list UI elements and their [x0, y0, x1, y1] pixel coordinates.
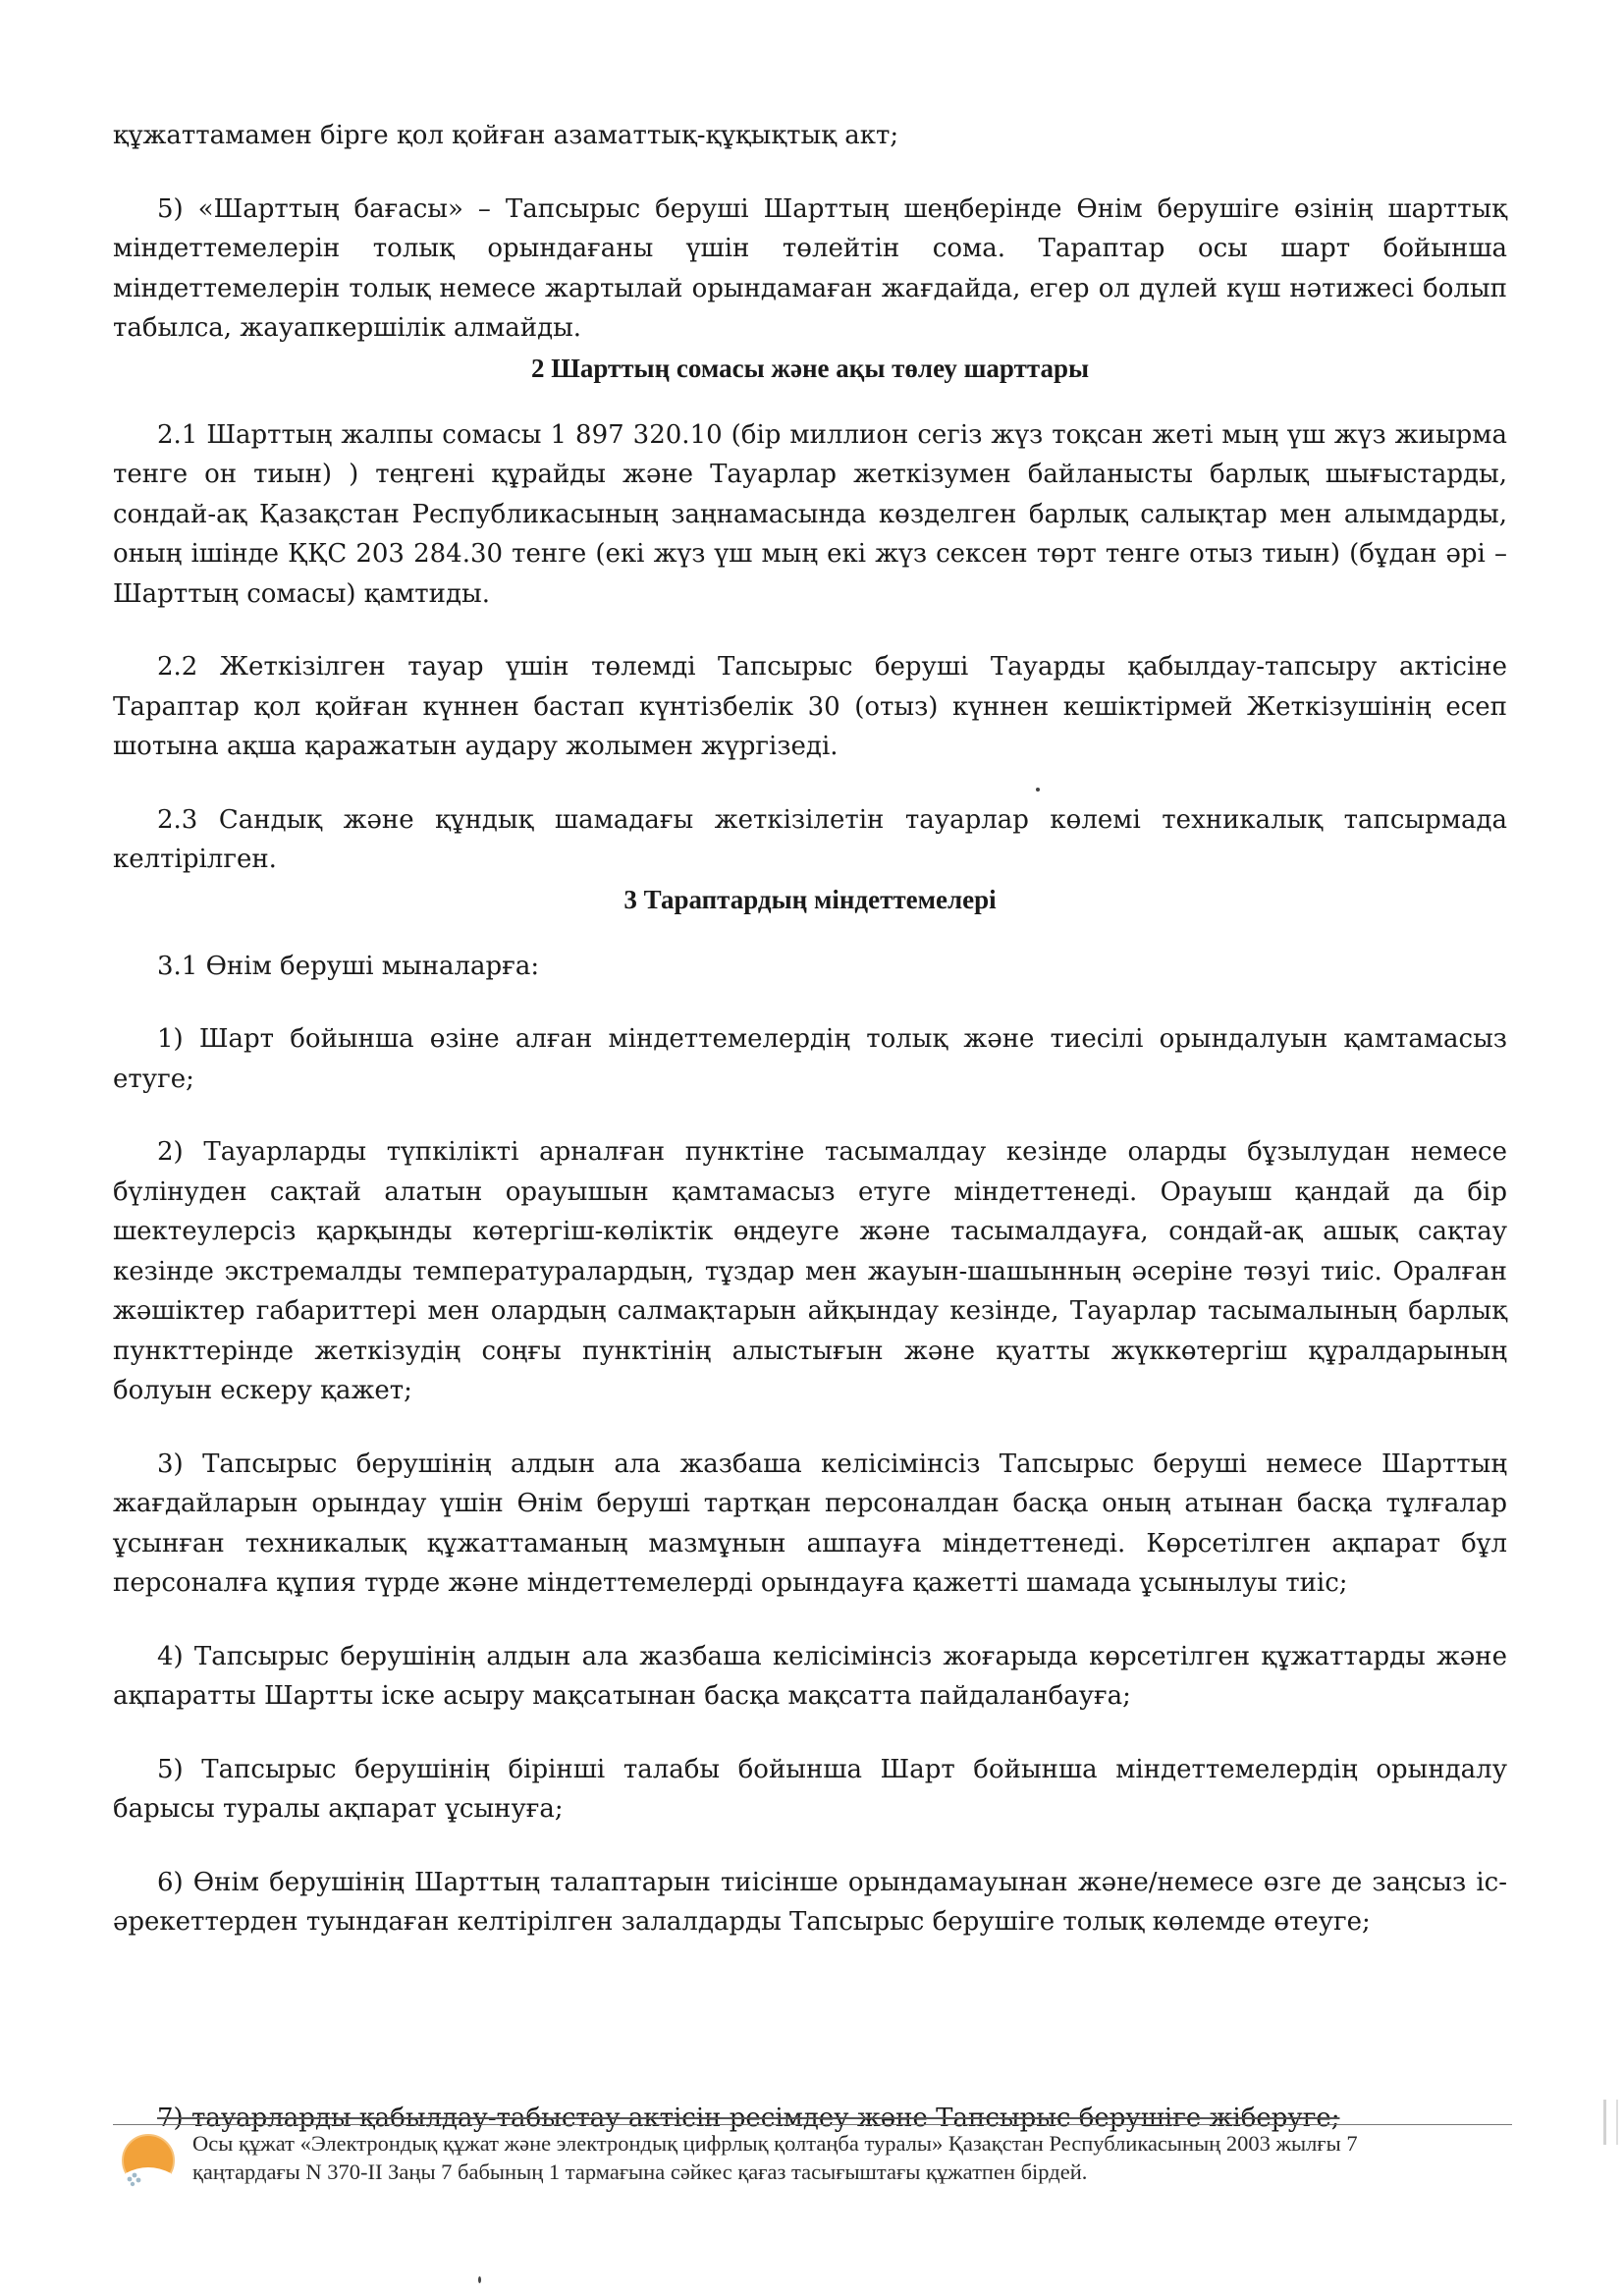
scan-edge-mark: [1603, 2100, 1618, 2145]
list-item-7-struck: 7) тауарларды қабылдау-табыстау актісін ресімдеу және Тапсырыс берушіге жіберуге;: [157, 2104, 1340, 2133]
list-item-2: 2) Тауарларды түпкілікті арналған пунктіне тасымалдау кезінде оларды бұзылудан немесе бүлінуден сақтай алатын орауышын қамтамасыз етуге міндеттенеді. Орауыш қандай да бір шектеулерсіз қарқынды көтергіш-көліктік өңдеуге және тасымалдауға, сондай-ақ ашық сақтау кезінде экстремалды температуралардың, тұздар мен жауын-шашынның әсеріне төзуі тиіс. Оралған жәшіктер габариттері мен олардың салмақтарын айқындау кезінде, Тауарлар тасымалының барлық пункттерінде жеткізудің соңғы пунктінің алыстығын және қуатты жүккөтергіш құралдарының болуын ескеру қажет;: [113, 1137, 1507, 1405]
footer-divider: [113, 2124, 1512, 2125]
document-page: [113, 116, 1507, 1942]
paragraph-2-1: 2.1 Шарттың жалпы сомасы 1 897 320.10 (бір миллион сегіз жүз тоқсан жеті мың үш жүз жиырма тенге он тиын) ) теңгені құрайды және Тауарлар жеткізумен байланысты барлық шығыстарды, сондай-ақ Қазақстан Республикасының заңнамасында көзделген барлық салықтар мен алымдарды, оның ішінде ҚҚС 203 284.30 тенге (екі жүз үш мың екі жүз сексен төрт тенге отыз тиын) (бұдан әрі – Шарттың сомасы) қамтиды.: [113, 419, 1507, 609]
section-heading-3: 3 Тараптардың міндеттемелері: [623, 884, 997, 914]
edoc-logo-icon: [120, 2132, 177, 2189]
footer-legal-note: Осы құжат «Электрондық құжат және электрондық цифрлық қолтаңба туралы» Қазақстан Республикасының 2003 жылғы 7 қаңтардағы N 370-II Заңы 7 бабының 1 тармағына сәйкес қағаз тасығыштағы құжатпен бірдей.: [192, 2131, 1358, 2184]
paragraph-2-2: 2.2 Жеткізілген тауар үшін төлемді Тапсырыс беруші Тауарды қабылдау-тапсыру актісіне Тараптар қол қойған күннен бастап күнтізбелік 30 (отыз) күннен кешіктірмей Жеткізушінің есеп шотына ақша қаражатын аудару жолымен жүргізеді.: [113, 652, 1507, 761]
paragraph-contract-price: 5) «Шарттың бағасы» – Тапсырыс беруші Шарттың шеңберінде Өнім берушіге өзінің шарттық міндеттемелерін толық орындағаны үшін төлейтін сома. Тараптар осы шарт бойынша міндеттемелерін толық немесе жартылай орындамаған жағдайда, егер ол дүлей күш нәтижесі болып табылса, жауапкершілік алмайды.: [113, 193, 1507, 343]
list-item-4: 4) Тапсырыс берушінің алдын ала жазбаша келісімінсіз жоғарыда көрсетілген құжаттарды және ақпаратты Шартты іске асыру мақсатынан басқа мақсатта пайдаланбауға;: [113, 1641, 1507, 1711]
list-item-1: 1) Шарт бойынша өзіне алған міндеттемелердің толық және тиесілі орындалуын қамтамасыз етуге;: [113, 1024, 1507, 1094]
scan-speck: [478, 2276, 481, 2283]
list-item-6: 6) Өнім берушінің Шарттың талаптарын тиісінше орындамауынан және/немесе өзге де заңсыз іс-әрекеттерден туындаған келтірілген залалдарды Тапсырыс берушіге толық көлемде өтеуге;: [113, 1867, 1507, 1937]
scan-speck: [1036, 788, 1040, 792]
paragraph-2-3: 2.3 Сандық және құндық шамадағы жеткізілетін тауарлар көлемі техникалық тапсырмада келтірілген.: [113, 804, 1507, 874]
section-heading-2: 2 Шарттың сомасы және ақы төлеу шарттары: [530, 353, 1090, 383]
paragraph-intro: құжаттамамен бірге қол қойған азаматтық-құқықтық акт;: [113, 121, 899, 150]
paragraph-3-1: 3.1 Өнім беруші мыналарға:: [157, 951, 540, 981]
list-item-3: 3) Тапсырыс берушінің алдын ала жазбаша келісімінсіз Тапсырыс беруші немесе Шарттың жағдайларын орындау үшін Өнім беруші тартқан персоналдан басқа оның атынан басқа тұлғалар ұсынған техникалық құжаттаманың мазмұнын ашпауға міндеттенеді. Көрсетілген ақпарат бұл персоналға құпия түрде және міндеттемелерді орындауға қажетті шамада ұсынылуы тиіс;: [113, 1449, 1507, 1598]
list-item-5: 5) Тапсырыс берушінің бірінші талабы бойынша Шарт бойынша міндеттемелердің орындалу барысы туралы ақпарат ұсынуға;: [113, 1754, 1507, 1824]
